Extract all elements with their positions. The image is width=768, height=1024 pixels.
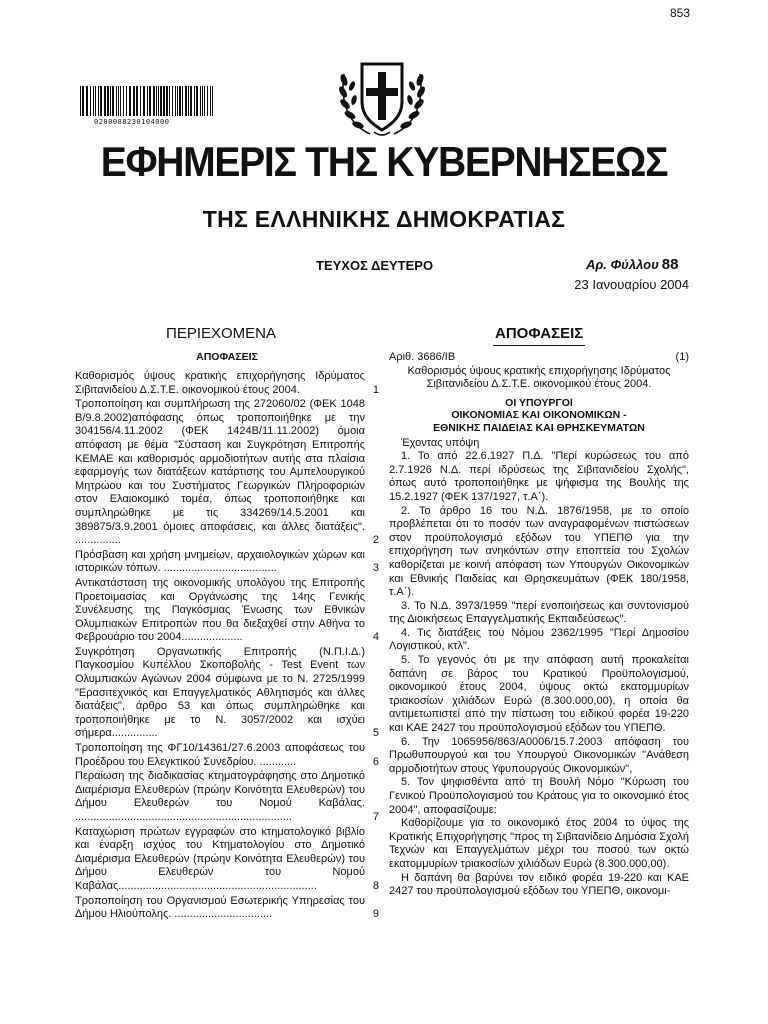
- contents-item[interactable]: [75, 549, 379, 576]
- gazette-masthead: ΕΦΗΜΕΡΙΣ ΤΗΣ ΚΥΒΕΡΝΗΣΕΩΣ: [100, 138, 668, 185]
- contents-item[interactable]: [75, 398, 379, 548]
- decision-index: (1): [675, 351, 689, 363]
- contents-item-text: Τροποποίηση του Οργανισμού Εσωτερικής Υπηρεσίας του Δήμου Ηλιούπολης. ................................: [75, 894, 365, 921]
- sheet-label: Αρ. Φύλλου: [586, 257, 659, 272]
- decision-paragraph: 4. Τις διατάξεις του Νόμου 2362/1995 "Περί Δημοσίου Λογιστικού, κτλ".: [389, 626, 689, 653]
- contents-item-page: 4: [372, 631, 379, 644]
- contents-item[interactable]: [75, 577, 379, 645]
- page-number: 853: [669, 6, 690, 20]
- decision-paragraph: 3. Το Ν.Δ. 3973/1959 "περί ενοποιήσεως και συντονισμού της Διοικήσεως Επαγγελματικής Εκπαιδεύσεως".: [389, 599, 689, 626]
- decision-description: Καθορισμός ύψους κρατικής επιχορήγησης Ιδρύματος Σιβιτανιδείου Δ.Σ.Τ.Ε. οικονομικού έτους 2004.: [407, 364, 671, 391]
- contents-subheading: ΑΠΟΦΑΣΕΙΣ: [196, 351, 258, 363]
- contents-item-text: Αντικατάσταση της οικονομικής υπολόγου της Επιτροπής Προετοιμασίας και Οργάνωσης της 14ης Γενικής Συνέλευσης της Παγκόσμιας Ένωσης των Εθνικών Ολυμπιακών Επιτροπών που θα διεξαχθεί στην Αθήνα το Φεβρουάριο του 2004....................: [75, 576, 365, 644]
- decisions-heading: ΑΠΟΦΑΣΕΙΣ: [495, 325, 584, 342]
- decision-paragraph: 2. Το άρθρο 16 του Ν.Δ. 1876/1958, με το οποίο προβλέπεται ότι το ποσόν των αναγραφομένων πιστώσεων στον προϋπολογισμό εξόδων του ΥΠΕΠΘ για την επιχορήγηση των ανηκόντων στην εποπτεία του Σχολών καθορίζεται με κοινή απόφαση των Υπουργών Οικονομικών και Εθνικής Παιδείας και Θρησκευμάτων (ΦΕΚ 180/1958, τ.Α΄).: [389, 504, 689, 599]
- sheet-number: [586, 256, 678, 273]
- gazette-subtitle: ΤΗΣ ΕΛΛΗΝΙΚΗΣ ΔΗΜΟΚΡΑΤΙΑΣ: [202, 206, 566, 232]
- contents-item-text: Συγκρότηση Οργανωτικής Επιτροπής (Ν.Π.Ι.Δ.) Παγκοσμίου Κυπέλλου Σκοποβολής - Test Event των Ολυμπιακών Αγώνων 2004 σύμφωνα με το Ν. 2725/1999 "Ερασιτεχνικός και Επαγγελματικός Αθλητισμός και άλλες διατάξεις", άρθρο 53 και όπως συμπληρώθηκε και τροποποιήθηκε με το Ν. 3057/2002 και ισχύει σήμερα...............: [75, 645, 365, 740]
- contents-item[interactable]: [75, 742, 379, 769]
- contents-item-page: 9: [372, 908, 379, 921]
- decision-reference: [389, 351, 689, 365]
- contents-item-text: Καταχώριση πρώτων εγγραφών στο κτηματολογικό βιβλίο και έναρξη ισχύος του Κτηματολογίου στο Δημοτικό Διαμέρισμα Ελευθερών (πρώην Κοινότητα Ελευθερών) του Δήμου Ελευθερών του Νομού Καβάλας.................................................................: [75, 825, 365, 892]
- decision-paragraph: Η δαπάνη θα βαρύνει τον ειδικό φορέα 19-220 και ΚΑΕ 2427 του προϋπολογισμού εξόδων του ΥΠΕΠΘ, οικονομι-: [389, 871, 689, 898]
- sheet-number-value: 88: [661, 256, 679, 273]
- contents-item-text: Καθορισμός ύψους κρατικής επιχορήγησης Ιδρύματος Σιβιτανιδείου Δ.Σ.Τ.Ε. οικονομικού έτους 2004.: [75, 370, 365, 396]
- decision-paragraph: 6. Την 1065956/863/Α0006/15.7.2003 απόφαση του Πρωθυπουργού και του Υπουργού Οικονομικών "Ανάθεση αρμοδιοτήτων στους Υφυπουργούς Οικονομικών",: [389, 735, 689, 775]
- contents-heading: ΠΕΡΙΕΧΟΜΕΝΑ: [166, 325, 277, 342]
- contents-item-page: 6: [372, 755, 379, 768]
- decision-paragraph: 5. Τον ψηφισθέντα από τη Βουλή Νόμο "Κύρωση του Γενικού Προϋπολογισμού του Κράτους για το οικονομικό έτος 2004", αποφασίζουμε:: [389, 776, 689, 816]
- contents-item-page: 5: [372, 727, 379, 740]
- contents-item-page: 8: [372, 879, 379, 892]
- contents-list: [75, 370, 379, 923]
- ministers-heading: [389, 397, 689, 435]
- decision-paragraph: 1. Το από 22.6.1927 Π.Δ. "Περί κυρώσεως του από 2.7.1926 Ν.Δ. περί ιδρύσεως της Σιβιτανιδείου Σχολής", όπως αυτό τροποποιήθηκε με ψήφισμα της Βουλής της 15.2.1927 (ΦΕΚ 137/1927, τ.Α΄).: [389, 450, 689, 503]
- barcode-number: 0200088230104000: [94, 118, 170, 126]
- ministers-line: ΟΙ ΥΠΟΥΡΓΟΙ: [505, 396, 573, 409]
- contents-item-text: Πρόσβαση και χρήση μνημείων, αρχαιολογικών χώρων και ιστορικών τόπων. .....................................: [75, 548, 365, 575]
- issue-type: ΤΕΥΧΟΣ ΔΕΥΤΕΡΟ: [316, 258, 434, 273]
- ministers-line: ΕΘΝΙΚΗΣ ΠΑΙΔΕΙΑΣ ΚΑΙ ΘΡΗΣΚΕΥΜΑΤΩΝ: [433, 421, 645, 434]
- ministers-line: ΟΙΚΟΝΟΜΙΑΣ ΚΑΙ ΟΙΚΟΝΟΜΙΚΩΝ -: [451, 409, 627, 422]
- barcode: [78, 86, 218, 120]
- contents-item-page: 7: [372, 811, 379, 823]
- contents-item-page: 2: [372, 534, 379, 547]
- contents-item-text: Τροποποίηση και συμπλήρωση της 272060/02 (ΦΕΚ 1048 Β/9.8.2002)απόφασης όπως τροποποιήθηκε με την 304156/4.11.2002 (ΦΕΚ 1424Β/11.11.2002) όμοια απόφαση με θέμα "Σύσταση και Συγκρότηση Επιτροπής ΚΕΜΑΕ και καθορισμός αρμοδιοτήτων αυτής στα πλαίσια εφαρμογής των διατάξεων κατάρτισης του Αμπελουργικού Μητρώου και του Συστήματος Γεωργικών Πληροφοριών στον Ελαιοκομικό τομέα, όπως τροποποιήθηκε και συμπληρώθηκε με τις 334269/14.5.2001 και 389875/3.9.2001 όμοιες αποφάσεις, και άλλες διατάξεις". ...............: [75, 398, 365, 547]
- decision-ref-number: Αριθ. 3686/ΙΒ: [389, 351, 456, 363]
- contents-item-page: 3: [372, 562, 379, 575]
- contents-item-text: Τροποποίηση της ΦΓ10/14361/27.6.2003 αποφάσεως του Προέδρου του Ελεγκτικού Συνεδρίου. ............: [75, 742, 365, 768]
- contents-item[interactable]: [75, 826, 379, 894]
- greek-coat-of-arms-emblem: [330, 50, 434, 142]
- decision-paragraph: Καθορίζουμε για το οικονομικό έτος 2004 το ύψος της Κρατικής Επιχορήγησης "προς τη Σιβιτανίδειο Δημόσια Σχολή Τεχνών και Επαγγελμάτων μέχρι του ποσού των οκτώ εκατομμυρίων τριακοσίων χιλιάδων Ευρώ (8.300.000,00).: [389, 817, 689, 870]
- contents-item[interactable]: [75, 770, 379, 824]
- contents-item[interactable]: [75, 646, 379, 741]
- contents-item[interactable]: [75, 370, 379, 397]
- heading-underline: [493, 345, 585, 346]
- contents-item[interactable]: [75, 895, 379, 922]
- decision-paragraph: Έχοντας υπόψη: [401, 436, 480, 449]
- decision-paragraph: 5. Το γεγονός ότι με την απόφαση αυτή προκαλείται δαπάνη σε βάρος του Κρατικού Προϋπολογισμού, οικονομικού έτους 2004, ύψους οκτώ εκατομμυρίων τριακοσίων χιλιάδων Ευρώ (8.300.000,00), η οποία θα αντιμετωπιστεί από την πίστωση του ειδικού φορέα 19-220 και ΚΑΕ 2427 του προϋπολογισμού εξόδων του ΥΠΕΠΘ.: [389, 654, 689, 735]
- contents-item-page: 1: [372, 383, 379, 396]
- contents-item-text: Περαίωση της διαδικασίας κτηματογράφησης στο Δημοτικό Διαμέρισμα Ελευθερών (πρώην Κοινότητα Ελευθερών) του Δήμου Ελευθερών του Νομού Καβάλας. .......................................................................: [75, 770, 365, 823]
- decision-body: [389, 351, 689, 899]
- issue-date: 23 Ιανουαρίου 2004: [574, 277, 689, 292]
